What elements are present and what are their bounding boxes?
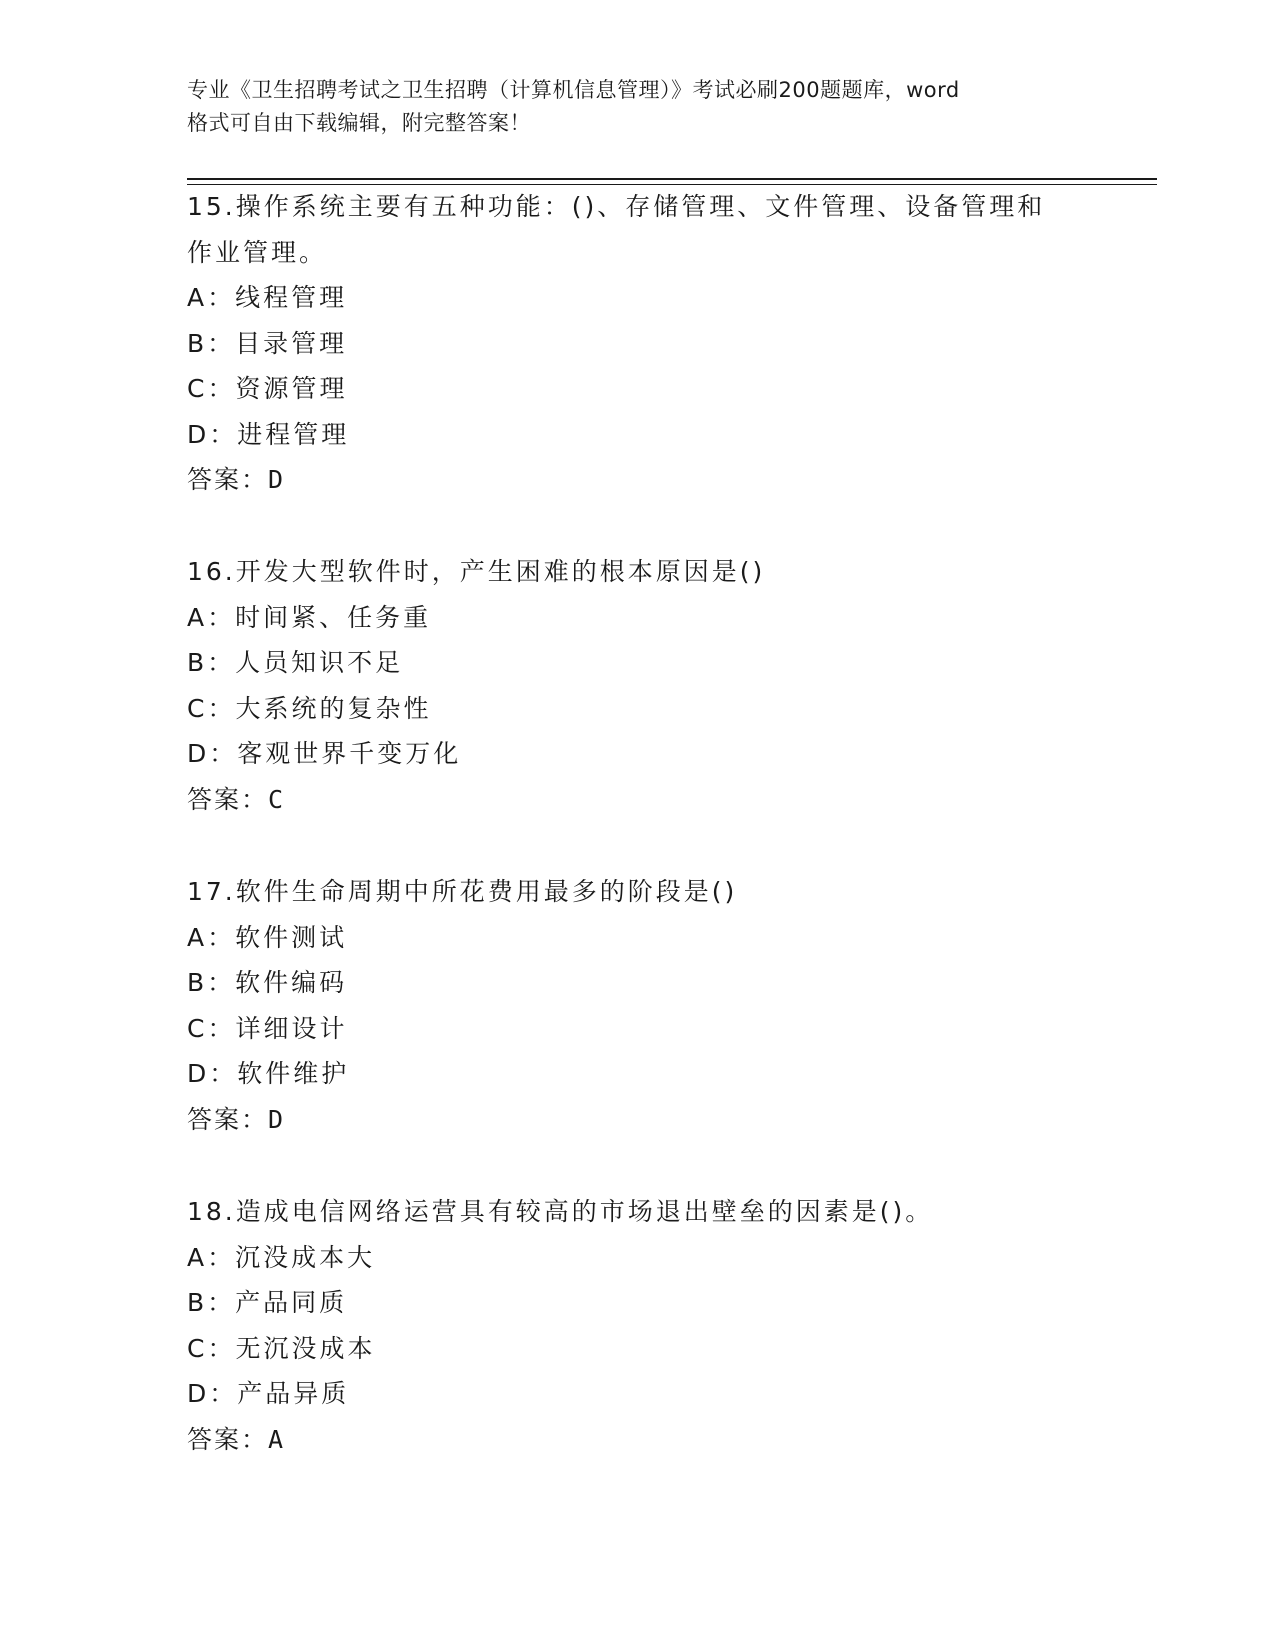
answer-label: 答案： [187, 1104, 269, 1134]
option-c: C：无沉没成本 [187, 1333, 376, 1363]
option-b: B：产品同质 [187, 1288, 348, 1317]
option-b: B：软件编码 [187, 968, 348, 997]
option-b: B：人员知识不足 [187, 648, 404, 677]
question-stem: 18.造成电信网络运营具有较高的市场退出壁垒的因素是()。 [187, 1197, 934, 1226]
document-header [187, 74, 1087, 140]
option-a: A：线程管理 [187, 283, 348, 312]
header-line-1: 专业《卫生招聘考试之卫生招聘（计算机信息管理）》考试必刷200题题库，word [187, 78, 960, 102]
question-stem-continued: 作业管理。 [187, 237, 328, 267]
answer-label: 答案： [187, 784, 269, 814]
option-d: D：客观世界千变万化 [187, 739, 462, 768]
answer-value: D [268, 1104, 284, 1134]
answer-line [187, 1097, 1087, 1143]
question-15 [187, 184, 1087, 503]
option-c: C：详细设计 [187, 1013, 348, 1043]
option-b: B：目录管理 [187, 328, 348, 358]
header-divider-thick [187, 178, 1157, 180]
question-stem: 16.开发大型软件时，产生困难的根本原因是() [187, 557, 766, 586]
answer-label: 答案： [187, 1424, 269, 1454]
option-c: C：资源管理 [187, 374, 348, 403]
option-d: D：进程管理 [187, 419, 350, 449]
question-stem: 17.软件生命周期中所花费用最多的阶段是() [187, 877, 738, 906]
answer-value: D [268, 465, 284, 494]
answer-value: A [268, 1424, 284, 1454]
option-c: C：大系统的复杂性 [187, 693, 432, 723]
answer-label: 答案： [187, 465, 269, 494]
option-d: D：软件维护 [187, 1059, 350, 1088]
answer-line [187, 777, 1087, 823]
option-d: D：产品异质 [187, 1379, 350, 1408]
answer-value: C [268, 784, 284, 814]
question-16 [187, 549, 1087, 822]
answer-line [187, 1417, 1087, 1463]
question-stem: 15.操作系统主要有五种功能：()、存储管理、文件管理、设备管理和 [187, 192, 1046, 221]
answer-line [187, 457, 1087, 503]
option-a: A：软件测试 [187, 922, 348, 952]
option-a: A：时间紧、任务重 [187, 602, 432, 632]
question-17 [187, 869, 1087, 1142]
option-a: A：沉没成本大 [187, 1242, 376, 1272]
question-18 [187, 1189, 1087, 1462]
header-line-2: 格式可自由下载编辑，附完整答案！ [187, 111, 531, 135]
